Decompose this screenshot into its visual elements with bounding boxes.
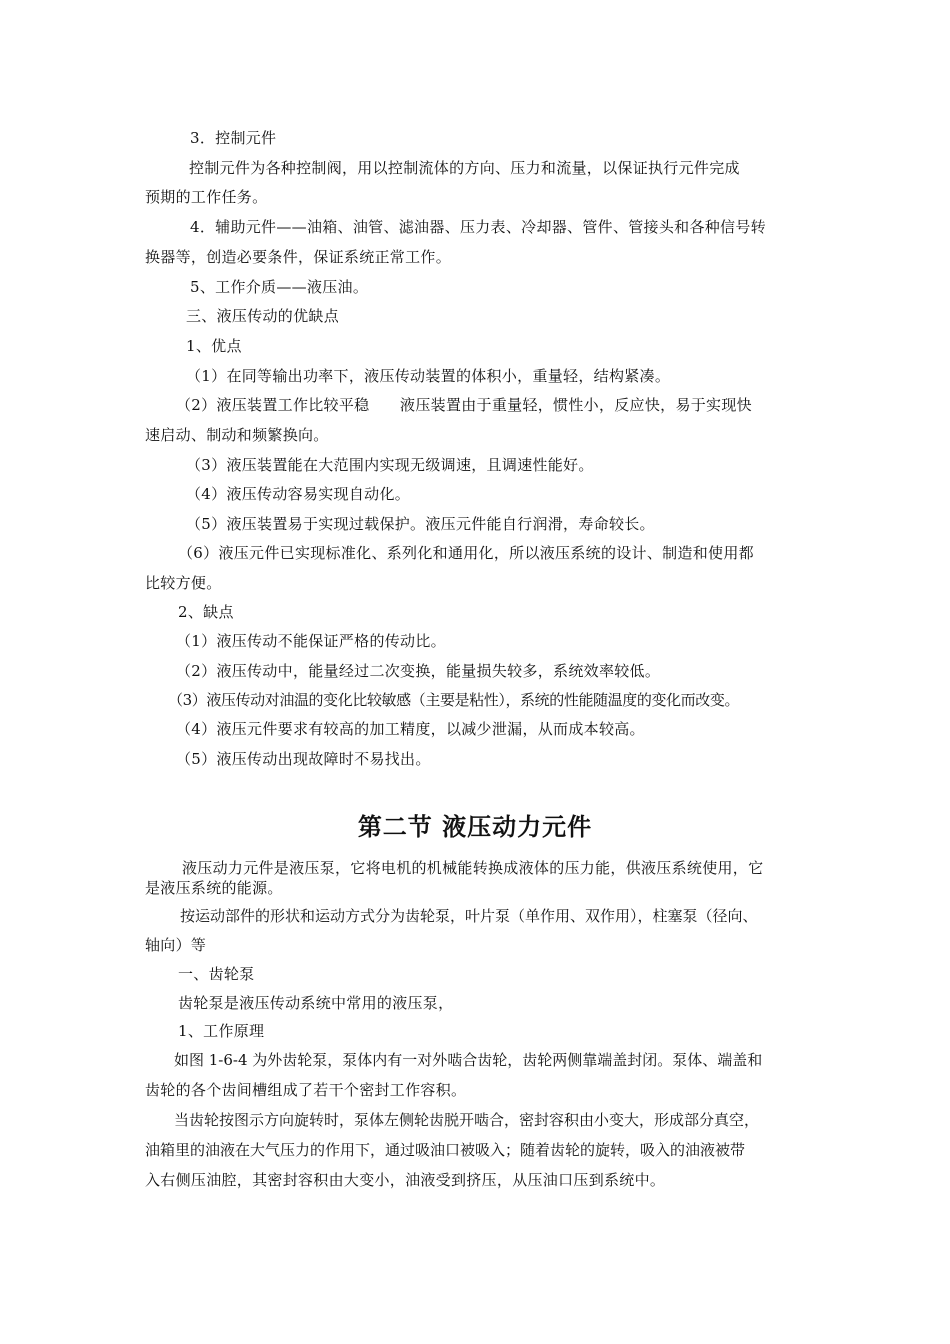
text-line: 一、齿轮泵	[178, 965, 255, 983]
text-line: （6）液压元件已实现标准化、系列化和通用化，所以液压系统的设计、制造和使用都	[178, 544, 754, 562]
text-line: 按运动部件的形状和运动方式分为齿轮泵，叶片泵（单作用、双作用），柱塞泵（径向、	[180, 907, 758, 925]
text-line: 齿轮泵是液压传动系统中常用的液压泵，	[178, 994, 454, 1012]
text-line: 液压动力元件是液压泵，它将电机的机械能转换成液体的压力能，供液压系统使用，它	[182, 859, 764, 877]
text-line: 轴向）等	[145, 936, 207, 954]
text-line: 换器等，创造必要条件，保证系统正常工作。	[145, 248, 452, 266]
text-line: 1、优点	[186, 337, 242, 355]
text-line: 控制元件为各种控制阀，用以控制流体的方向、压力和流量，以保证执行元件完成	[189, 159, 740, 177]
text-line: 1、工作原理	[178, 1022, 265, 1040]
text-line: （1）液压传动不能保证严格的传动比。	[176, 632, 446, 650]
text-line: （1）在同等输出功率下，液压传动装置的体积小，重量轻，结构紧凑。	[186, 367, 671, 385]
text-line: 5、工作介质——液压油。	[190, 278, 369, 296]
text-line: （3）液压装置能在大范围内实现无级调速，且调速性能好。	[186, 456, 594, 474]
text-line: 比较方便。	[145, 574, 222, 592]
text-line: 如图 1-6-4 为外齿轮泵，泵体内有一对外啮合齿轮，齿轮两侧靠端盖封闭。泵体、端盖和	[174, 1051, 763, 1069]
text-line: 速启动、制动和频繁换向。	[145, 426, 329, 444]
text-line: 齿轮的各个齿间槽组成了若干个密封工作容积。	[145, 1081, 467, 1099]
text-line: 当齿轮按图示方向旋转时，泵体左侧轮齿脱开啮合，密封容积由小变大，形成部分真空，	[174, 1111, 760, 1129]
text-line: 预期的工作任务。	[145, 188, 268, 206]
text-line: （4）液压元件要求有较高的加工精度，以减少泄漏，从而成本较高。	[176, 720, 645, 738]
text-line: （3）液压传动对油温的变化比较敏感（主要是粘性），系统的性能随温度的变化而改变。	[168, 691, 740, 709]
text-line: 油箱里的油液在大气压力的作用下，通过吸油口被吸入；随着齿轮的旋转，吸入的油液被带	[145, 1141, 746, 1159]
text-line: 三、液压传动的优缺点	[186, 307, 340, 325]
text-line: 是液压系统的能源。	[145, 879, 283, 897]
text-line: 2、缺点	[178, 603, 234, 621]
text-line: 入右侧压油腔，其密封容积由大变小，油液受到挤压，从压油口压到系统中。	[145, 1171, 666, 1189]
text-line: 4．辅助元件——油箱、油管、滤油器、压力表、冷却器、管件、管接头和各种信号转	[190, 218, 766, 236]
text-line: （5）液压装置易于实现过载保护。液压元件能自行润滑，寿命较长。	[186, 515, 655, 533]
section-title: 第二节 液压动力元件	[357, 813, 593, 841]
text-line: （2）液压装置工作比较平稳 液压装置由于重量轻，惯性小，反应快，易于实现快	[176, 396, 752, 414]
text-line: （5）液压传动出现故障时不易找出。	[176, 750, 431, 768]
text-line: 3．控制元件	[190, 129, 277, 147]
text-line: （4）液压传动容易实现自动化。	[186, 485, 411, 503]
text-line: （2）液压传动中，能量经过二次变换，能量损失较多，系统效率较低。	[176, 662, 661, 680]
